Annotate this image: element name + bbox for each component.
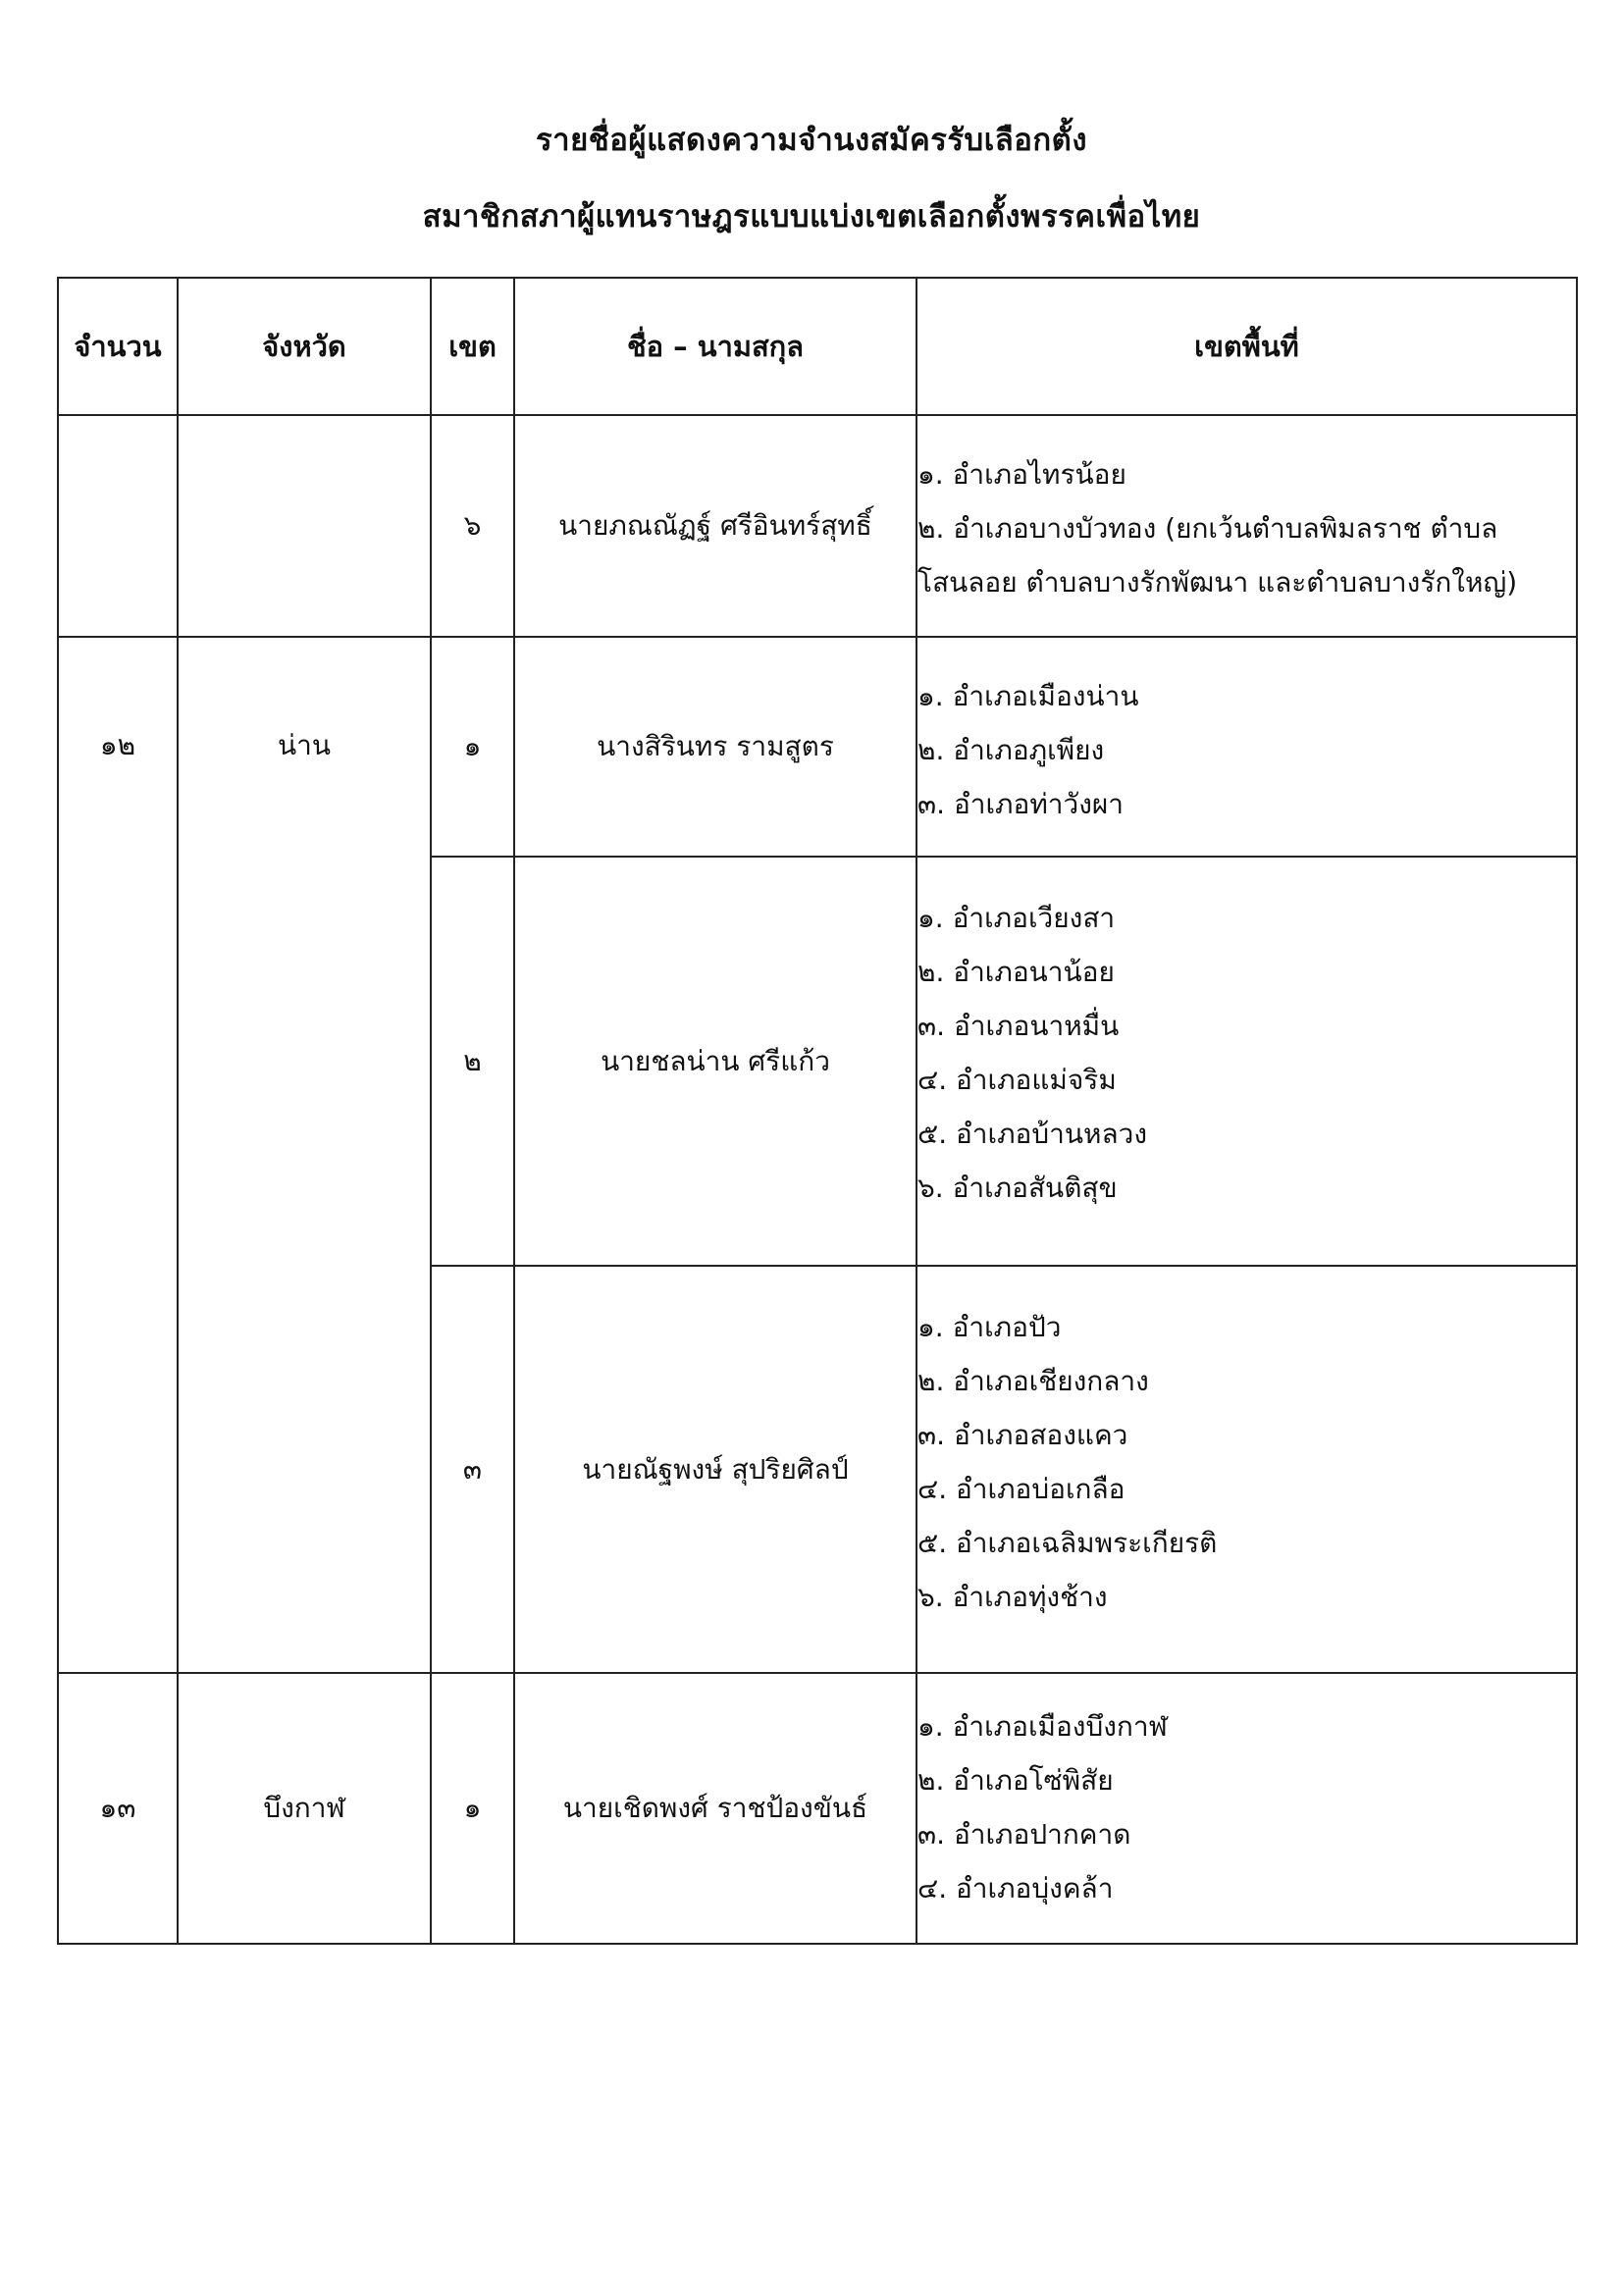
area-item: ๑. อำเภอปัว — [917, 1311, 1062, 1343]
area-item: ๖. อำเภอสันติสุข — [917, 1172, 1118, 1204]
candidate-name: นางสิรินทร รามสูตร — [514, 637, 916, 857]
candidate-table — [57, 277, 1578, 1945]
area-item: ๓. อำเภอสองแคว — [917, 1419, 1128, 1451]
area-item: ๑. อำเภอเมืองน่าน — [917, 680, 1139, 712]
district-cell: ๓ — [431, 1266, 514, 1673]
area-cell — [916, 1673, 1577, 1944]
candidate-name: นายภณณัฏฐ์ ศรีอินทร์สุทธิ์ — [514, 415, 916, 637]
table-row — [58, 637, 1577, 857]
table-row — [58, 415, 1577, 637]
area-cell — [916, 415, 1577, 637]
candidate-name: นายเชิดพงศ์ ราชป้องขันธ์ — [514, 1673, 916, 1944]
column-header-area: เขตพื้นที่ — [916, 278, 1577, 415]
column-header-name: ชื่อ – นามสกุล — [514, 278, 916, 415]
column-header-count: จำนวน — [58, 278, 178, 415]
count-value: ๑๒ — [99, 729, 136, 761]
area-item: ๒. อำเภอโซ่พิสัย — [917, 1764, 1114, 1797]
count-cell — [58, 415, 178, 637]
area-cell — [916, 637, 1577, 857]
area-item: โสนลอย ตำบลบางรักพัฒนา และตำบลบางรักใหญ่) — [917, 566, 1518, 599]
area-item: ๒. อำเภอภูเพียง — [917, 734, 1105, 766]
count-cell — [58, 637, 178, 1673]
district-cell: ๖ — [431, 415, 514, 637]
area-item: ๑. อำเภอเมืองบึงกาฬ — [917, 1710, 1168, 1743]
area-item: ๔. อำเภอบุ่งคล้า — [917, 1872, 1114, 1905]
area-item: ๒. อำเภอนาน้อย — [917, 956, 1115, 988]
district-cell: ๑ — [431, 637, 514, 857]
area-item: ๑. อำเภอเวียงสา — [917, 902, 1116, 934]
province-cell: บึงกาฬ — [178, 1673, 431, 1944]
area-item: ๔. อำเภอบ่อเกลือ — [917, 1473, 1126, 1505]
district-cell: ๑ — [431, 1673, 514, 1944]
count-cell: ๑๓ — [58, 1673, 178, 1944]
area-item: ๖. อำเภอทุ่งช้าง — [917, 1581, 1108, 1613]
document-title: รายชื่อผู้แสดงความจำนงสมัครรับเลือกตั้ง — [536, 123, 1087, 158]
area-item: ๔. อำเภอแม่จริม — [917, 1064, 1117, 1096]
area-item: ๕. อำเภอบ้านหลวง — [917, 1118, 1148, 1150]
area-item: ๒. อำเภอเชียงกลาง — [917, 1365, 1149, 1397]
candidate-name: นายณัฐพงษ์ สุปริยศิลป์ — [514, 1266, 916, 1673]
column-header-province: จังหวัด — [178, 278, 431, 415]
area-item: ๑. อำเภอไทรน้อย — [917, 458, 1126, 491]
document-subtitle: สมาชิกสภาผู้แทนราษฎรแบบแบ่งเขตเลือกตั้งพรรคเพื่อไทย — [422, 199, 1201, 235]
province-cell — [178, 637, 431, 1673]
column-header-district: เขต — [431, 278, 514, 415]
area-item: ๓. อำเภอนาหมื่น — [917, 1010, 1120, 1042]
district-cell: ๒ — [431, 857, 514, 1266]
area-cell — [916, 1266, 1577, 1673]
candidate-name: นายชลน่าน ศรีแก้ว — [514, 857, 916, 1266]
area-item: ๒. อำเภอบางบัวทอง (ยกเว้นตำบลพิมลราช ตำบล — [917, 512, 1498, 545]
table-header-row — [58, 278, 1577, 415]
area-item: ๕. อำเภอเฉลิมพระเกียรติ — [917, 1527, 1218, 1559]
table-row — [58, 1673, 1577, 1944]
area-item: ๓. อำเภอปากคาด — [917, 1818, 1131, 1851]
area-item: ๓. อำเภอท่าวังผา — [917, 788, 1125, 820]
province-cell — [178, 415, 431, 637]
province-value: น่าน — [277, 729, 331, 761]
area-cell — [916, 857, 1577, 1266]
